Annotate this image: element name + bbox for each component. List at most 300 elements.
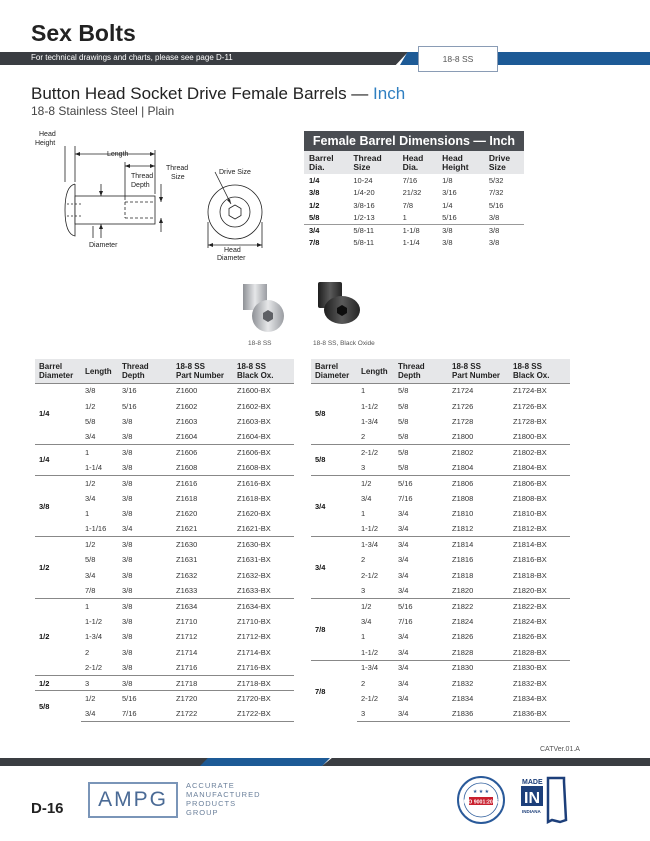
dim-cell: 7/16 [402,175,418,185]
length-cell: 7/8 [85,586,96,596]
label-thread-size-1: Thread [166,165,189,172]
length-cell: 1-1/2 [361,647,379,657]
part-number-cell: Z1621 [176,524,198,534]
iso-label: ISO 9001:2015 [463,799,499,806]
thread-depth-cell: 3/4 [398,586,409,596]
thread-depth-cell: 3/8 [122,555,133,565]
part-number-cell: Z1824 [452,617,474,627]
dim-cell: 3/4 [304,224,348,237]
part-number-cell: Z1828 [452,647,474,657]
parts-header-text: Length [361,366,388,376]
parts-header-thread [118,359,172,383]
parts-header-barrel [311,359,357,383]
dim-cell: 1/4 [309,175,320,185]
part-number-cell: Z1608 [176,462,198,472]
black-oxide-part-cell: Z1832-BX [513,678,547,688]
black-oxide-part-cell: Z1800-BX [513,432,547,442]
dim-cell: 3/8-16 [353,200,375,210]
thread-depth-cell: 3/4 [398,694,409,703]
dim-row [304,212,524,225]
part-number-cell: Z1620 [176,509,198,519]
length-cell: 1-1/2 [85,617,103,627]
thread-depth-cell: 5/8 [398,416,409,426]
black-oxide-part-cell: Z1836-BX [509,706,570,721]
length-cell: 2-1/2 [357,445,394,460]
dim-header-text: Thread [353,153,382,163]
thread-depth-cell: 3/4 [398,570,409,580]
thread-depth-cell: 7/16 [118,706,172,721]
part-number-cell: Z1804 [452,462,474,472]
part-number-cell: Z1618 [176,493,198,503]
label-drive-size: Drive Size [219,169,251,176]
black-oxide-part-cell: Z1600-BX [233,383,294,398]
parts-header-text: Part Number [176,371,225,381]
dim-cell: 5/8-11 [348,224,397,237]
length-cell: 1/2 [81,475,118,490]
dim-cell: 5/8-11 [353,238,375,248]
dim-cell: 1-1/8 [398,224,438,237]
section-title [31,84,405,104]
parts-header-text: Black Ox. [237,371,274,381]
table-row [311,537,570,552]
part-number-cell: Z1810 [452,509,474,519]
barrel-diameter-cell: 3/8 [35,475,81,537]
dim-header-text: Barrel [309,153,334,163]
part-number-cell: Z1720 [172,691,233,706]
black-oxide-part-cell: Z1618-BX [237,493,271,503]
black-oxide-part-cell: Z1712-BX [237,632,271,642]
length-cell: 5/8 [85,555,96,565]
barrel-diameter-cell: 5/8 [311,445,357,476]
black-oxide-part-cell: Z1826-BX [513,632,547,642]
parts-header-text: Black Ox. [513,371,550,381]
part-number-cell: Z1631 [176,555,198,565]
part-number-cell: Z1632 [176,570,198,580]
barrel-diameter-cell: 7/8 [311,598,357,660]
tech-drawings-note: For technical drawings and charts, please see page D-11 [31,53,233,62]
section-title-main: Button Head Socket Drive Female Barrels — [31,84,374,103]
length-cell: 1 [85,509,90,519]
black-oxide-part-cell: Z1724-BX [509,383,570,398]
part-number-cell: Z1602 [176,401,198,411]
parts-header-text: 18-8 SS [176,362,205,372]
table-row [35,537,294,552]
dim-header-text: Head [442,153,463,163]
dim-cell: 1/4-20 [353,188,375,198]
parts-header-text: 18-8 SS [237,362,266,372]
part-number-cell: Z1616 [172,475,233,490]
length-cell: 2-1/2 [361,694,379,703]
dim-header-1 [348,151,397,174]
dim-header-text: Dia. [309,162,325,172]
length-cell: 5/8 [85,416,96,426]
company-name-line: GROUP [186,808,219,817]
dim-cell: 10-24 [353,175,373,185]
black-oxide-part-cell: Z1632-BX [237,570,271,580]
caption-stainless: 18-8 SS [248,340,272,347]
length-cell: 3/4 [361,493,372,503]
parts-header-length [81,359,118,383]
part-number-cell: Z1832 [452,678,474,688]
company-name-line: ACCURATE [186,781,235,790]
label-head-height-2: Height [35,140,56,147]
black-oxide-part-cell: Z1824-BX [513,617,547,627]
dim-cell: 5/32 [488,175,504,185]
part-number-cell: Z1816 [452,555,474,565]
label-diameter: Diameter [89,242,118,249]
part-number-cell: Z1712 [176,632,198,642]
thread-depth-cell: 3/8 [118,675,172,690]
parts-header-text: Diameter [39,371,74,381]
black-oxide-part-cell: Z1718-BX [233,675,294,690]
part-number-cell: Z1800 [452,432,474,442]
thread-depth-cell: 3/4 [394,660,448,675]
caption-black-oxide: 18-8 SS, Black Oxide [313,340,375,347]
thread-depth-cell: 3/8 [122,632,133,642]
length-cell: 1/2 [81,691,118,706]
black-oxide-barrel-photo [318,282,360,324]
thread-depth-cell: 5/16 [394,598,448,613]
length-cell: 2 [85,647,90,657]
barrel-diameter-cell: 5/8 [35,691,81,722]
barrel-diameter-cell: 1/4 [35,445,81,476]
part-number-cell: Z1710 [176,617,198,627]
part-number-cell: Z1604 [176,432,198,442]
thread-depth-cell: 3/8 [122,570,133,580]
black-oxide-part-cell: Z1710-BX [237,617,271,627]
black-oxide-part-cell: Z1714-BX [237,647,271,657]
black-oxide-part-cell: Z1804-BX [513,462,547,472]
length-cell: 1/2 [357,475,394,490]
part-number-cell: Z1606 [172,445,233,460]
black-oxide-part-cell: Z1802-BX [509,445,570,460]
black-oxide-part-cell: Z1806-BX [509,475,570,490]
length-cell: 1 [361,632,366,642]
length-cell: 3/4 [85,432,96,442]
dim-row [304,237,524,250]
made-in-indiana-badge [520,776,570,824]
svg-text:★ ★ ★: ★ ★ ★ [472,789,490,795]
part-number-cell: Z1728 [452,416,474,426]
label-thread-depth-2: Depth [131,182,150,189]
thread-depth-cell: 3/4 [122,524,133,534]
parts-header-text: 18-8 SS [452,362,481,372]
iso-certification-seal [456,775,506,825]
length-cell: 3/4 [85,570,96,580]
header-bar [0,52,650,66]
length-cell: 3/4 [361,617,372,627]
ampg-logo: AMPG [88,782,178,818]
dim-row [304,187,524,200]
dim-header-text: Head [402,153,424,163]
part-number-cell: Z1830 [448,660,509,675]
dim-row [304,174,524,187]
dim-header-text: Size [353,162,371,172]
black-oxide-part-cell: Z1631-BX [237,555,271,565]
black-oxide-part-cell: Z1728-BX [513,416,547,426]
black-oxide-part-cell: Z1634-BX [233,598,294,613]
part-number-cell: Z1714 [176,647,198,657]
thread-depth-cell: 5/8 [398,401,409,411]
part-number-cell: Z1820 [452,586,474,596]
dimensions-panel [304,131,524,249]
thread-depth-cell: 3/8 [122,509,133,519]
thread-depth-cell: 3/4 [398,555,409,565]
parts-header-black [509,359,570,383]
part-number-cell: Z1834 [452,694,474,703]
length-cell: 1 [357,383,394,398]
barrel-diagram [31,126,291,262]
dim-header-text: Height [442,162,469,172]
dimensions-table [304,151,524,249]
table-row [35,675,294,690]
dim-cell: 1/2 [309,200,320,210]
thread-depth-cell: 5/16 [122,401,137,411]
company-name-line: PRODUCTS [186,799,237,808]
thread-depth-cell: 3/8 [118,598,172,613]
thread-depth-cell: 3/8 [122,416,133,426]
length-cell: 3/4 [81,706,118,721]
dim-header-3 [437,151,484,174]
footer-bar [0,758,650,767]
black-oxide-part-cell: Z1828-BX [513,647,547,657]
thread-depth-cell: 3/8 [122,617,133,627]
thread-depth-cell: 3/8 [122,462,133,472]
part-number-cell: Z1822 [448,598,509,613]
thread-depth-cell: 3/8 [122,586,133,596]
table-row [35,475,294,490]
dim-cell: 5/16 [442,213,457,222]
table-row [311,598,570,613]
length-cell: 1/2 [85,401,96,411]
length-cell: 1 [361,509,366,519]
page-number: D-16 [31,800,64,817]
parts-table-left [35,359,294,722]
thread-depth-cell: 3/8 [122,647,133,657]
part-number-cell: Z1603 [176,416,198,426]
length-cell: 3 [361,462,366,472]
dim-cell: 7/32 [488,188,504,198]
barrel-diameter-cell: 1/2 [35,675,81,690]
label-head-diameter-2: Diameter [217,255,246,262]
dim-row [304,199,524,212]
length-cell: 1-3/4 [361,416,379,426]
dim-cell: 3/16 [442,188,457,198]
thread-depth-cell: 5/16 [118,691,172,706]
table-row [35,691,294,706]
section-title-unit: Inch [373,84,406,103]
black-oxide-part-cell: Z1830-BX [509,660,570,675]
black-oxide-part-cell: Z1620-BX [237,509,271,519]
label-head-diameter-1: Head [224,247,241,254]
table-row [311,445,570,460]
black-oxide-part-cell: Z1602-BX [237,401,271,411]
thread-depth-cell: 5/8 [398,462,409,472]
part-number-cell: Z1826 [452,632,474,642]
part-number-cell: Z1808 [452,493,474,503]
dim-cell: 3/8 [484,224,524,237]
dim-header-0 [304,151,348,174]
barrel-diameter-cell: 1/2 [35,598,81,675]
thread-depth-cell: 3/4 [398,632,409,642]
length-cell: 2 [361,678,366,688]
material-badge: 18-8 SS [418,46,498,72]
dim-cell: 21/32 [402,188,422,198]
dim-cell: 1 [402,213,407,222]
black-oxide-part-cell: Z1808-BX [513,493,547,503]
length-cell: 1/2 [81,537,118,552]
parts-header-text: Part Number [452,371,501,381]
thread-depth-cell: 3/8 [118,537,172,552]
part-number-cell: Z1630 [172,537,233,552]
dim-header-text: Drive [488,153,511,163]
parts-header-text: Length [85,366,112,376]
black-oxide-part-cell: Z1720-BX [233,691,294,706]
parts-header-text: Barrel [315,362,339,372]
length-cell: 1-1/2 [361,524,379,534]
table-row [35,383,294,398]
label-thread-depth-1: Thread [131,173,154,180]
parts-header-text: Depth [398,371,421,381]
length-cell: 1-1/16 [85,524,107,534]
dim-cell: 1-1/4 [402,238,420,248]
part-number-cell: Z1724 [448,383,509,398]
table-row [311,475,570,490]
thread-depth-cell: 3/8 [122,432,133,442]
thread-depth-cell: 3/8 [118,475,172,490]
black-oxide-part-cell: Z1820-BX [513,586,547,596]
dim-row [304,224,524,237]
parts-header-text: Depth [122,371,145,381]
black-oxide-part-cell: Z1633-BX [237,586,271,596]
dim-cell: 3/8 [488,238,500,248]
dim-cell: 1/2-13 [353,213,375,222]
material-finish: 18-8 Stainless Steel | Plain [31,104,175,118]
black-oxide-part-cell: Z1608-BX [237,462,271,472]
length-cell: 1-3/4 [357,537,394,552]
company-name [186,781,261,817]
length-cell: 1-3/4 [357,660,394,675]
table-row [311,660,570,675]
length-cell: 3 [357,706,394,721]
black-oxide-part-cell: Z1834-BX [513,694,547,703]
thread-depth-cell: 3/16 [118,383,172,398]
label-thread-size-2: Size [171,174,185,181]
dim-header-text: Size [488,162,506,172]
thread-depth-cell: 3/4 [394,537,448,552]
thread-depth-cell: 3/4 [398,678,409,688]
dim-cell: 3/8 [437,224,484,237]
dim-header-text: Dia. [402,162,419,172]
black-oxide-part-cell: Z1816-BX [513,555,547,565]
part-number-cell: Z1814 [448,537,509,552]
length-cell: 3 [361,586,366,596]
label-length: Length [107,151,129,158]
part-number-cell: Z1716 [176,662,198,672]
label-head-height-1: Head [39,131,56,138]
length-cell: 2 [361,555,366,565]
catalog-version: CATVer.01.A [540,746,580,753]
thread-depth-cell: 3/4 [394,706,448,721]
table-row [311,383,570,398]
thread-depth-cell: 5/16 [394,475,448,490]
black-oxide-part-cell: Z1716-BX [237,662,271,672]
parts-header-part [448,359,509,383]
barrel-diameter-cell: 1/4 [35,383,81,445]
table-row [35,445,294,460]
table-row [35,598,294,613]
length-cell: 2-1/2 [361,570,379,580]
part-number-cell: Z1634 [172,598,233,613]
part-number-cell: Z1600 [172,383,233,398]
footer-bar-dark-right [322,758,650,766]
length-cell: 1-1/4 [85,462,103,472]
parts-header-thread [394,359,448,383]
barrel-diameter-cell: 7/8 [311,660,357,722]
thread-depth-cell: 3/8 [122,493,133,503]
length-cell: 1 [81,445,118,460]
barrel-diameter-cell: 5/8 [311,383,357,445]
thread-depth-cell: 7/16 [398,617,413,627]
thread-depth-cell: 3/4 [398,524,409,534]
thread-depth-cell: 3/8 [122,662,133,672]
stainless-barrel-photo [243,284,284,332]
parts-header-text: 18-8 SS [513,362,542,372]
dimensions-title: Female Barrel Dimensions — Inch [304,131,524,151]
thread-depth-cell: 3/4 [398,509,409,519]
dim-cell: 1/4 [442,200,453,210]
parts-header-text: Thread [122,362,149,372]
part-number-cell: Z1836 [448,706,509,721]
black-oxide-part-cell: Z1822-BX [509,598,570,613]
thread-depth-cell: 3/8 [118,445,172,460]
length-cell: 1-1/2 [361,401,379,411]
made-in-line1: MADE [522,779,543,786]
page-title: Sex Bolts [31,20,136,46]
length-cell: 1-3/4 [85,632,103,642]
black-oxide-part-cell: Z1722-BX [233,706,294,721]
thread-depth-cell: 5/8 [394,445,448,460]
black-oxide-part-cell: Z1818-BX [513,570,547,580]
part-number-cell: Z1812 [452,524,474,534]
part-number-cell: Z1722 [172,706,233,721]
length-cell: 3/8 [81,383,118,398]
parts-header-text: Thread [398,362,425,372]
dim-cell: 1/8 [442,175,453,185]
black-oxide-part-cell: Z1810-BX [513,509,547,519]
black-oxide-part-cell: Z1616-BX [233,475,294,490]
length-cell: 3/4 [85,493,96,503]
dim-cell: 5/8 [309,213,320,222]
part-number-cell: Z1718 [172,675,233,690]
part-number-cell: Z1802 [448,445,509,460]
footer-bar-dark [0,758,210,766]
part-number-cell: Z1726 [452,401,474,411]
black-oxide-part-cell: Z1621-BX [237,524,271,534]
thread-depth-cell: 5/8 [394,383,448,398]
dim-cell: 7/8 [402,200,413,210]
black-oxide-part-cell: Z1814-BX [509,537,570,552]
footer-bar-blue [200,758,330,766]
parts-header-part [172,359,233,383]
barrel-diameter-cell: 3/4 [311,537,357,599]
made-in-line3: INDIANA [522,809,541,814]
parts-header-black [233,359,294,383]
dim-cell: 7/8 [309,238,320,248]
black-oxide-part-cell: Z1630-BX [233,537,294,552]
dim-header-2 [398,151,438,174]
thread-depth-cell: 5/8 [398,432,409,442]
